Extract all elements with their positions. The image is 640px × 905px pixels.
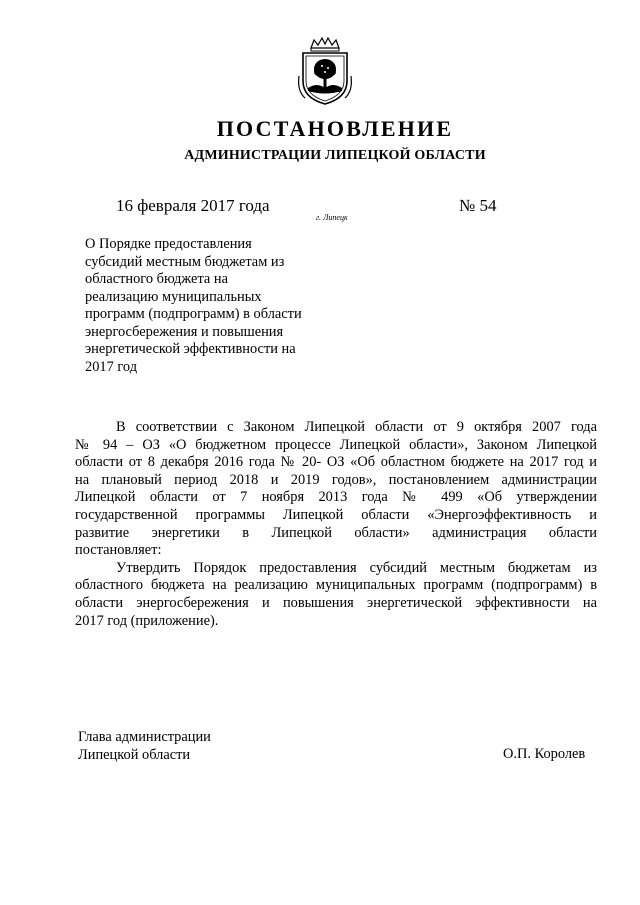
body-line: области энергосбережения и повышения энергетической эффективности на xyxy=(75,594,597,611)
body-line: государственной программы Липецкой области «Энергоэффективность и xyxy=(75,506,597,523)
body-line: на плановый период 2018 и 2019 годов», постановлением администрации xyxy=(75,471,597,488)
subject-line: О Порядке предоставления xyxy=(85,236,252,252)
document-number: № 54 xyxy=(459,196,497,215)
body-line: областного бюджета на реализацию муниципальных программ (подпрограмм) в xyxy=(75,577,597,594)
body-line: Липецкой области от 7 ноября 2013 года № 499 «Об утверждении xyxy=(75,489,597,506)
document-date: 16 февраля 2017 года xyxy=(116,196,270,215)
body-line: постановляет: xyxy=(75,542,162,559)
body-line: 2017 год (приложение). xyxy=(75,612,219,629)
subject-line: программ (подпрограмм) в области xyxy=(85,306,302,322)
body-line: области от 8 декабря 2016 года № 20- ОЗ «Об областном бюджете на 2017 год и xyxy=(75,454,597,471)
signatory-name: О.П. Королев xyxy=(503,746,586,762)
body-paragraph-resolution xyxy=(75,560,597,630)
document-body xyxy=(75,419,597,630)
page-subtitle: АДМИНИСТРАЦИИ ЛИПЕЦКОЙ ОБЛАСТИ xyxy=(184,148,486,163)
document-subject xyxy=(85,236,325,376)
subject-line: энергетической эффективности на xyxy=(85,341,296,357)
body-line: развитие энергетики в Липецкой области» администрация области xyxy=(75,524,597,541)
coat-of-arms-icon xyxy=(295,36,355,108)
body-line: № 94 – ОЗ «О бюджетном процессе Липецкой области», Законом Липецкой xyxy=(75,436,597,453)
body-line: В соответствии с Законом Липецкой области от 9 октября 2007 года xyxy=(116,419,597,435)
subject-line: субсидий местным бюджетам из xyxy=(85,253,285,270)
subject-line: 2017 год xyxy=(85,358,138,375)
signatory-position xyxy=(78,729,211,764)
page-title: ПОСТАНОВЛЕНИЕ xyxy=(216,116,454,141)
position-line: Липецкой области xyxy=(78,746,191,763)
body-paragraph-preamble xyxy=(75,419,597,560)
subject-line: реализацию муниципальных xyxy=(85,288,262,305)
subject-line: областного бюджета на xyxy=(85,271,228,287)
body-line: Утвердить Порядок предоставления субсидий местным бюджетам из xyxy=(116,559,597,576)
subject-line: энергосбережения и повышения xyxy=(85,323,284,340)
position-line: Глава администрации xyxy=(78,729,211,745)
document-city: г. Липецк xyxy=(316,213,348,222)
